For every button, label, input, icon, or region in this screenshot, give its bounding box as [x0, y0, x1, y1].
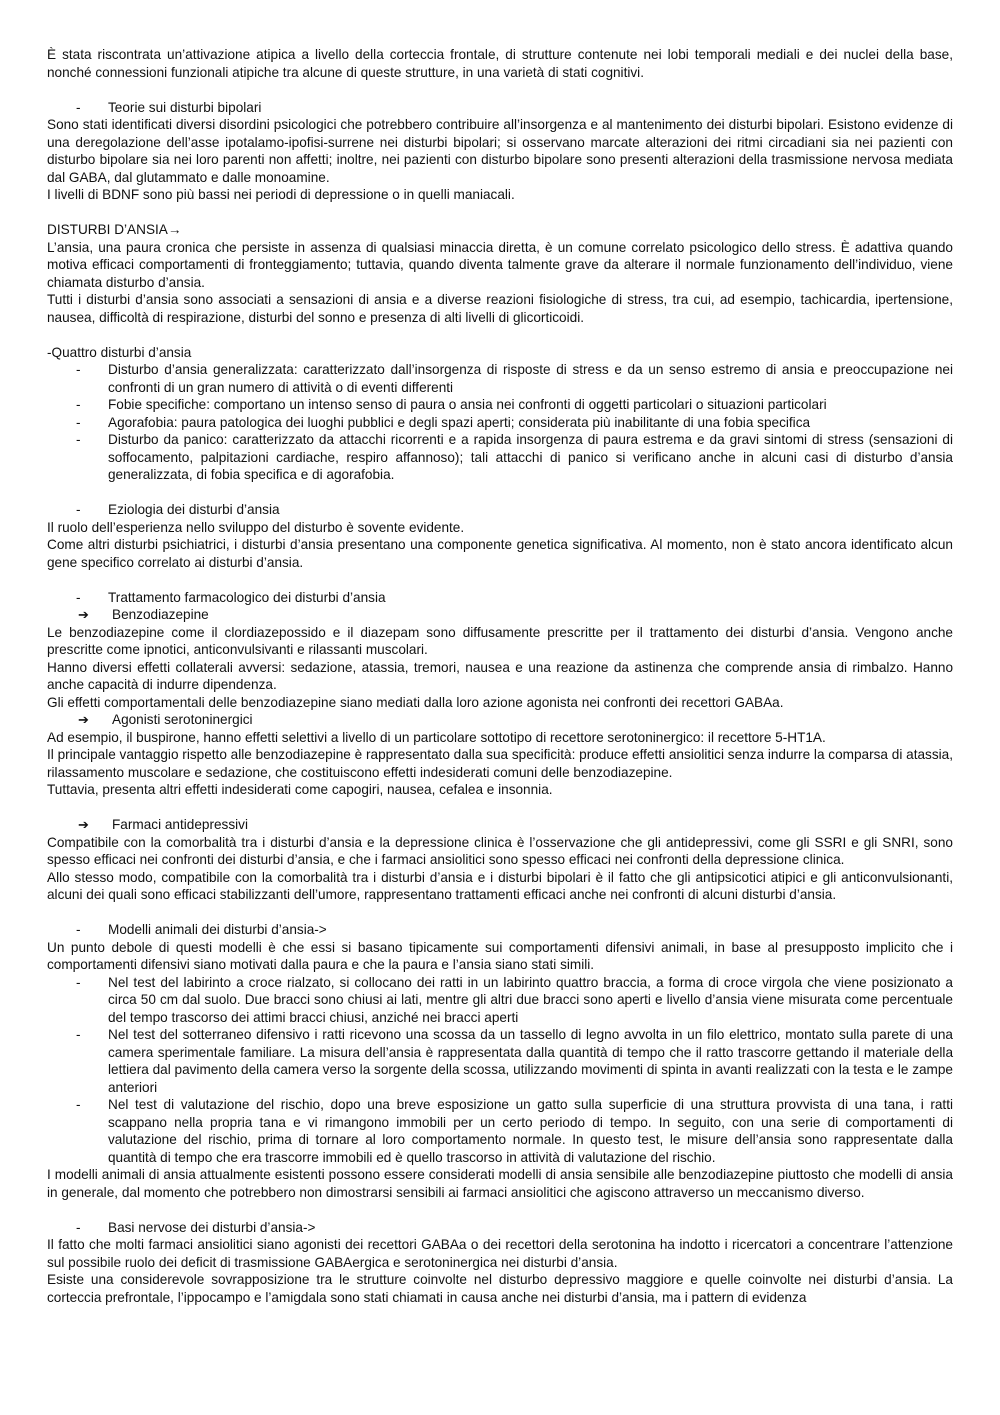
paragraph: Ad esempio, il buspirone, hanno effetti selettivi a livello di un particolare sottotipo di recettore serotoninergico: il recettore 5-HT1A. [47, 729, 826, 745]
section-heading-quattro: -Quattro disturbi d’ansia [47, 344, 192, 360]
paragraph: I modelli animali di ansia attualmente esistenti possono essere considerati modelli di ansia sensibile alle benzodiazepine piuttosto che modelli di ansia in generale, dal momento che potrebbero non dimostrarsi sensibili ai farmaci ansiolitici che agiscono attraverso un meccanismo diverso. [47, 1167, 953, 1200]
list-item: - Nel test di valutazione del rischio, dopo una breve esposizione un gatto sulla superficie di una struttura provvista di una tana, i ratti scappano nella propria tana e vi rimangono immobili per un certo periodo di tempo. In seguito, con una serie di comportamenti di valutazione del rischio, prima di tornare al loro comportamento normale. In questo test, le misure dell’ansia sono rappresentate dalla quantità di tempo che era trascorre immobili ed è quello trascorso in attività di valutazione del rischio. [76, 1097, 953, 1165]
subheading-benzodiazepine: ➔ Benzodiazepine [78, 607, 209, 622]
paragraph: Il fatto che molti farmaci ansiolitici siano agonisti dei recettori GABAa o dei recettori della serotonina ha indotto i ricercatori a concentrare l’attenzione sul possibile ruolo dei deficit di trasmissione GABAergica e serotoninergica nei disturbi d’ansia. [47, 1237, 953, 1270]
paragraph: Tutti i disturbi d’ansia sono associati a sensazioni di ansia e a diverse reazioni fisiologiche di stress, tra cui, ad esempio, tachicardia, ipertensione, nausea, difficoltà di respirazione, disturbi del sonno e presenza di alti livelli di glicorticoidi. [47, 292, 953, 325]
paragraph: Il principale vantaggio rispetto alle benzodiazepine è rappresentato dalla sua specificità: produce effetti ansiolitici senza indurre la comparsa di atassia, rilassamento muscolare e sedazione, che costituiscono effetti indesiderati comuni delle benzodiazepine. [47, 747, 953, 780]
paragraph: Hanno diversi effetti collaterali avversi: sedazione, atassia, tremori, nausea e una reazione da astinenza che comprende ansia di rimbalzo. Hanno anche capacità di indurre dipendenza. [47, 659, 953, 692]
list-item: - Disturbo d’ansia generalizzata: caratterizzato dall’insorgenza di risposte di stress e da un senso estremo di ansia e preoccupazione nei confronti di un gran numero di attività o di eventi differenti [76, 362, 953, 395]
paragraph: Le benzodiazepine come il clordiazepossido e il diazepam sono diffusamente prescritte per il trattamento dei disturbi d’ansia. Vengono anche prescritte come ipnotici, anticonvulsivanti e rilassanti muscolari. [47, 624, 953, 657]
quattro-disturbi-list [47, 361, 953, 484]
dash-marker: - [76, 99, 81, 115]
list-item: - Nel test del labirinto a croce rialzato, si collocano dei ratti in un labirinto quattro braccia, a forma di croce virgola che viene posizionato a circa 50 cm dal suolo. Due bracci sono chiusi ai lati, mentre gli altri due bracci sono aperti e livello d’ansia viene misurata come percentuale del tempo trascorso dei attimi bracci chiusi, anziché nei bracci aperti [76, 974, 953, 1025]
arrow-icon: ➔ [78, 817, 89, 832]
paragraph: Sono stati identificati diversi disordini psicologici che potrebbero contribuire all’insorgenza e al mantenimento dei disturbi bipolari. Esistono evidenze di una deregolazione dell’asse ipotalamo-ipofisi-surrene nei disturbi bipolari; si osservano marcate alterazioni dei ritmi circadiani sia nei pazienti con disturbo bipolare sia nei loro parenti non affetti; inoltre, nei pazienti con disturbo bipolare sono presenti alterazioni della trasmissione nervosa mediata dal GABA, dal glutammato e dalle monoamine. [47, 117, 953, 185]
list-item: - Nel test del sotterraneo difensivo i ratti ricevono una scossa da un tassello di legno avvolta in un filo elettrico, montato sulla parete di una camera sperimentale familiare. La misura dell’ansia è rappresentata dalla quantità di tempo che il ratto trascorre gettando il materiale della lettiera dal pavimento della camera verso la sorgente della scossa, utilizzando movimenti di spinta in avanti realizzati con la testa e le zampe anteriori [76, 1027, 953, 1095]
modelli-animali-list [47, 974, 953, 1167]
paragraph: Come altri disturbi psichiatrici, i disturbi d’ansia presentano una componente genetica significativa. Al momento, non è stato ancora identificato alcun gene specifico correlato ai disturbi d’ansia. [47, 537, 953, 570]
paragraph: È stata riscontrata un’attivazione atipica a livello della corteccia frontale, di strutture contenute nei lobi temporali mediali e dei nuclei della base, nonché connessioni funzionali atipiche tra alcune di queste strutture, in una varietà di stati cognitivi. [47, 47, 953, 80]
paragraph: Esiste una considerevole sovrapposizione tra le strutture coinvolte nel disturbo depressivo maggiore e quelle coinvolte nei disturbi d’ansia. La corteccia prefrontale, l’ippocampo e l’amigdala sono stati chiamati in causa anche nei disturbi d’ansia, ma i pattern di evidenza [47, 1272, 953, 1305]
paragraph: L’ansia, una paura cronica che persiste in assenza di qualsiasi minaccia diretta, è un comune correlato psicologico dello stress. È adattiva quando motiva efficaci comportamenti di fronteggiamento; tuttavia, quando diventa talmente grave da alterare il normale funzionamento dell’individuo, viene chiamata disturbo d’ansia. [47, 239, 953, 290]
section-heading-eziologia: - Eziologia dei disturbi d’ansia [76, 502, 280, 517]
paragraph: I livelli di BDNF sono più bassi nei periodi di depressione o in quelli maniacali. [47, 187, 515, 202]
arrow-icon: ➔ [78, 712, 89, 727]
arrow-icon: ➔ [78, 607, 89, 622]
paragraph: Compatibile con la comorbalità tra i disturbi d’ansia e la depressione clinica è l’osservazione che gli antidepressivi, come gli SSRI e gli SNRI, sono spesso efficaci nei confronti dei disturbi d’ansia, e che i farmaci ansiolitici sono spesso efficaci nei confronti della depressione clinica. [47, 834, 953, 867]
paragraph: Allo stesso modo, compatibile con la comorbalità tra i disturbi d’ansia e i disturbi bipolari è il fatto che gli antipsicotici atipici e gli anticonvulsionanti, alcuni dei quali sono efficaci stabilizzanti dell’umore, rappresentano trattamenti efficaci anche nei confronti di alcuni disturbi d’ansia. [47, 869, 953, 902]
document-page [47, 46, 953, 1306]
paragraph: Gli effetti comportamentali delle benzodiazepine siano mediati dalla loro azione agonista nei confronti dei recettori GABAa. [47, 694, 784, 710]
list-item: - Agorafobia: paura patologica dei luoghi pubblici e degli spazi aperti; considerata più inabilitante di una fobia specifica [76, 414, 811, 430]
section-heading-bipolari: - Teorie sui disturbi bipolari [76, 99, 262, 115]
subheading-farmaci-antidepressivi: ➔ Farmaci antidepressivi [78, 817, 248, 832]
paragraph: Tuttavia, presenta altri effetti indesiderati come capogiri, nausea, cefalea e insonnia. [47, 782, 553, 797]
paragraph: Il ruolo dell’esperienza nello sviluppo del disturbo è sovente evidente. [47, 519, 465, 535]
section-heading-modelli: - Modelli animali dei disturbi d’ansia-> [76, 922, 327, 937]
list-item: - Fobie specifiche: comportano un intenso senso di paura o ansia nei confronti di oggetti particolari o situazioni particolari [76, 397, 827, 412]
subheading-agonisti-serotoninergici: ➔ Agonisti serotoninergici [78, 712, 253, 727]
section-title-disturbi-ansia: DISTURBI D’ANSIA→ [47, 222, 182, 237]
paragraph: Un punto debole di questi modelli è che essi si basano tipicamente sui comportamenti difensivi animali, in base al presupposto implicito che i comportamenti difensivi siano motivati dalla paura e che la paura e l’ansia siano stati simili. [47, 939, 953, 972]
section-heading-basi-nervose: - Basi nervose dei disturbi d’ansia-> [76, 1219, 316, 1235]
section-heading-trattamento: - Trattamento farmacologico dei disturbi d’ansia [76, 589, 386, 605]
list-item: - Disturbo da panico: caratterizzato da attacchi ricorrenti e a rapida insorgenza di paura estrema e da gravi sintomi di stress (sensazioni di soffocamento, palpitazioni cardiache, respiro affannoso); tali attacchi di panico si verificano anche in alcuni casi di disturbo d’ansia generalizzata, di fobia specifica e di agorafobia. [76, 432, 953, 482]
